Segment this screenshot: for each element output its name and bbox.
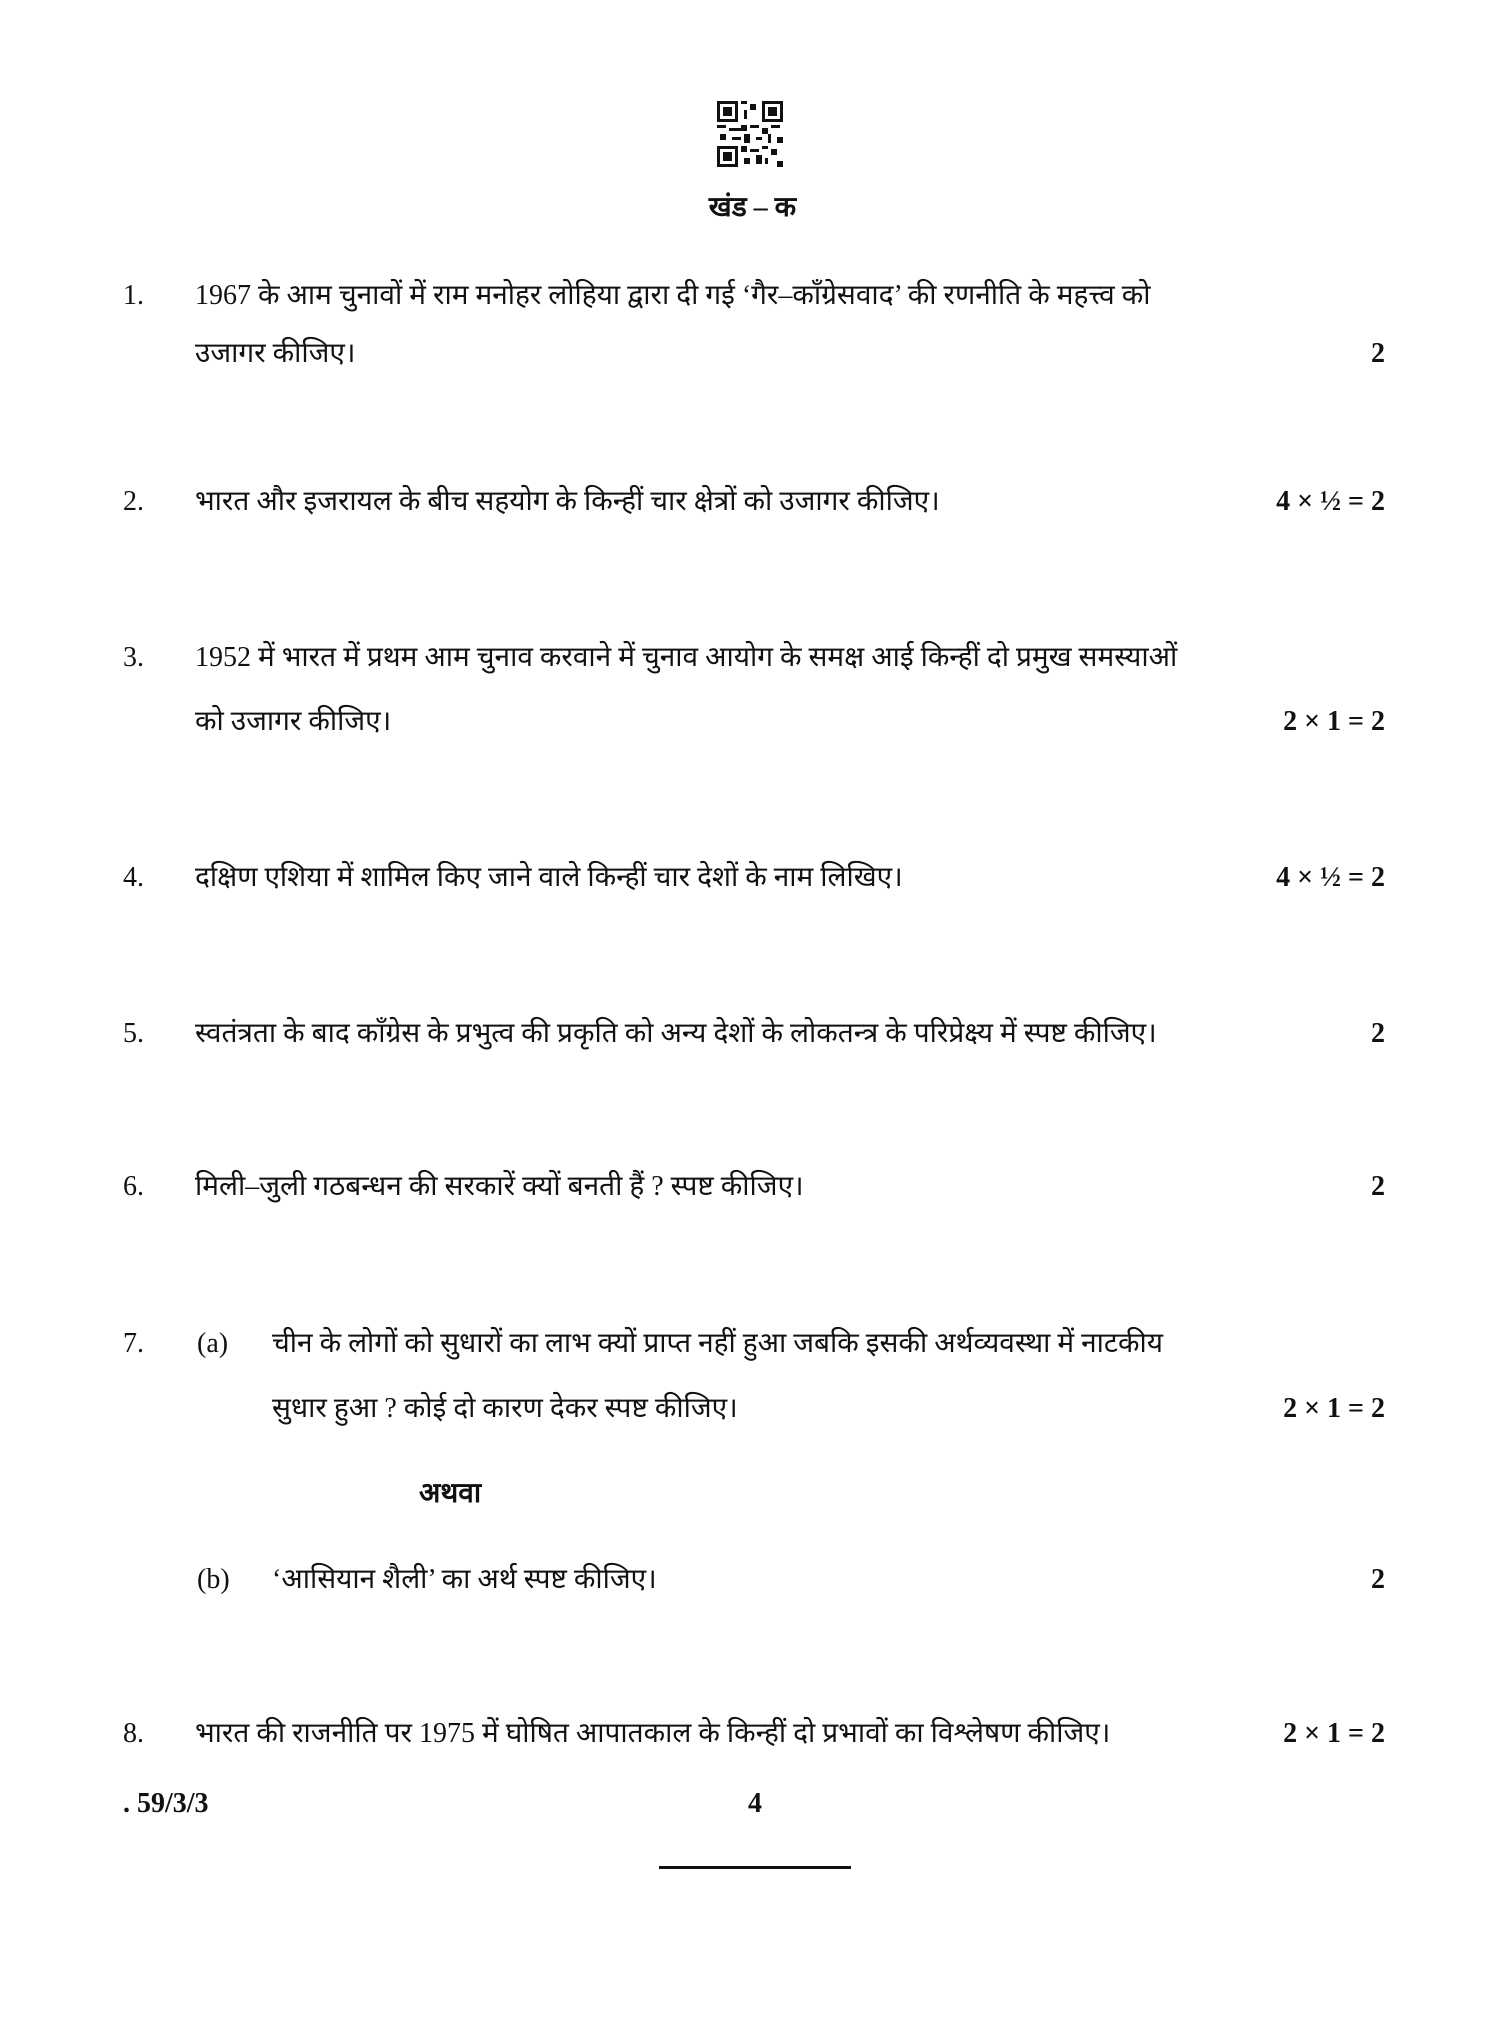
page-number-underline xyxy=(659,1866,851,1869)
question-text: सुधार हुआ ? कोई दो कारण देकर स्पष्ट कीजिए। xyxy=(272,1393,738,1424)
question-number: 6. xyxy=(123,1171,144,1202)
question-marks: 4 × ½ = 2 xyxy=(1276,486,1385,517)
question-text: उजागर कीजिए। xyxy=(195,338,356,369)
question-number: 5. xyxy=(123,1018,144,1049)
question-text: चीन के लोगों को सुधारों का लाभ क्यों प्राप्त नहीं हुआ जबकि इसकी अर्थव्यवस्था में नाटकीय xyxy=(272,1328,1163,1359)
question-text: भारत और इजरायल के बीच सहयोग के किन्हीं चार क्षेत्रों को उजागर कीजिए। xyxy=(195,486,940,517)
question-text: मिली–जुली गठबन्धन की सरकारें क्यों बनती हैं ? स्पष्ट कीजिए। xyxy=(195,1171,804,1202)
question-marks: 2 × 1 = 2 xyxy=(1283,1393,1385,1424)
subpart-label: (b) xyxy=(197,1564,230,1595)
section-heading: खंड – क xyxy=(708,192,797,223)
question-marks: 2 × 1 = 2 xyxy=(1283,706,1385,737)
paper-code: . 59/3/3 xyxy=(123,1788,209,1819)
question-number: 2. xyxy=(123,486,144,517)
question-text: दक्षिण एशिया में शामिल किए जाने वाले किन्हीं चार देशों के नाम लिखिए। xyxy=(195,862,903,893)
question-text: 1967 के आम चुनावों में राम मनोहर लोहिया द्वारा दी गई ‘गैर–काँग्रेसवाद’ की रणनीति के महत्त्व को xyxy=(195,280,1151,311)
question-number: 1. xyxy=(123,280,144,311)
question-text: स्वतंत्रता के बाद काँग्रेस के प्रभुत्व की प्रकृति को अन्य देशों के लोकतन्त्र के परिप्रेक्ष्य में स्पष्ट कीजिए। xyxy=(195,1018,1157,1049)
question-number: 7. xyxy=(123,1328,144,1359)
question-number: 8. xyxy=(123,1718,144,1749)
question-number: 4. xyxy=(123,862,144,893)
question-marks: 4 × ½ = 2 xyxy=(1276,862,1385,893)
question-text: ‘आसियान शैली’ का अर्थ स्पष्ट कीजिए। xyxy=(272,1564,657,1595)
or-label: अथवा xyxy=(419,1478,482,1509)
question-marks: 2 xyxy=(1371,1171,1385,1202)
question-number: 3. xyxy=(123,642,144,673)
page-number: 4 xyxy=(748,1788,762,1819)
question-marks: 2 xyxy=(1371,338,1385,369)
question-text: 1952 में भारत में प्रथम आम चुनाव करवाने में चुनाव आयोग के समक्ष आई किन्हीं दो प्रमुख समस्याओं xyxy=(195,642,1178,673)
question-marks: 2 xyxy=(1371,1564,1385,1595)
subpart-label: (a) xyxy=(197,1328,229,1359)
question-marks: 2 × 1 = 2 xyxy=(1283,1718,1385,1749)
question-marks: 2 xyxy=(1371,1018,1385,1049)
qr-code xyxy=(717,100,783,168)
question-text: को उजागर कीजिए। xyxy=(195,706,392,737)
question-text: भारत की राजनीति पर 1975 में घोषित आपातकाल के किन्हीं दो प्रभावों का विश्लेषण कीजिए। xyxy=(195,1718,1111,1749)
